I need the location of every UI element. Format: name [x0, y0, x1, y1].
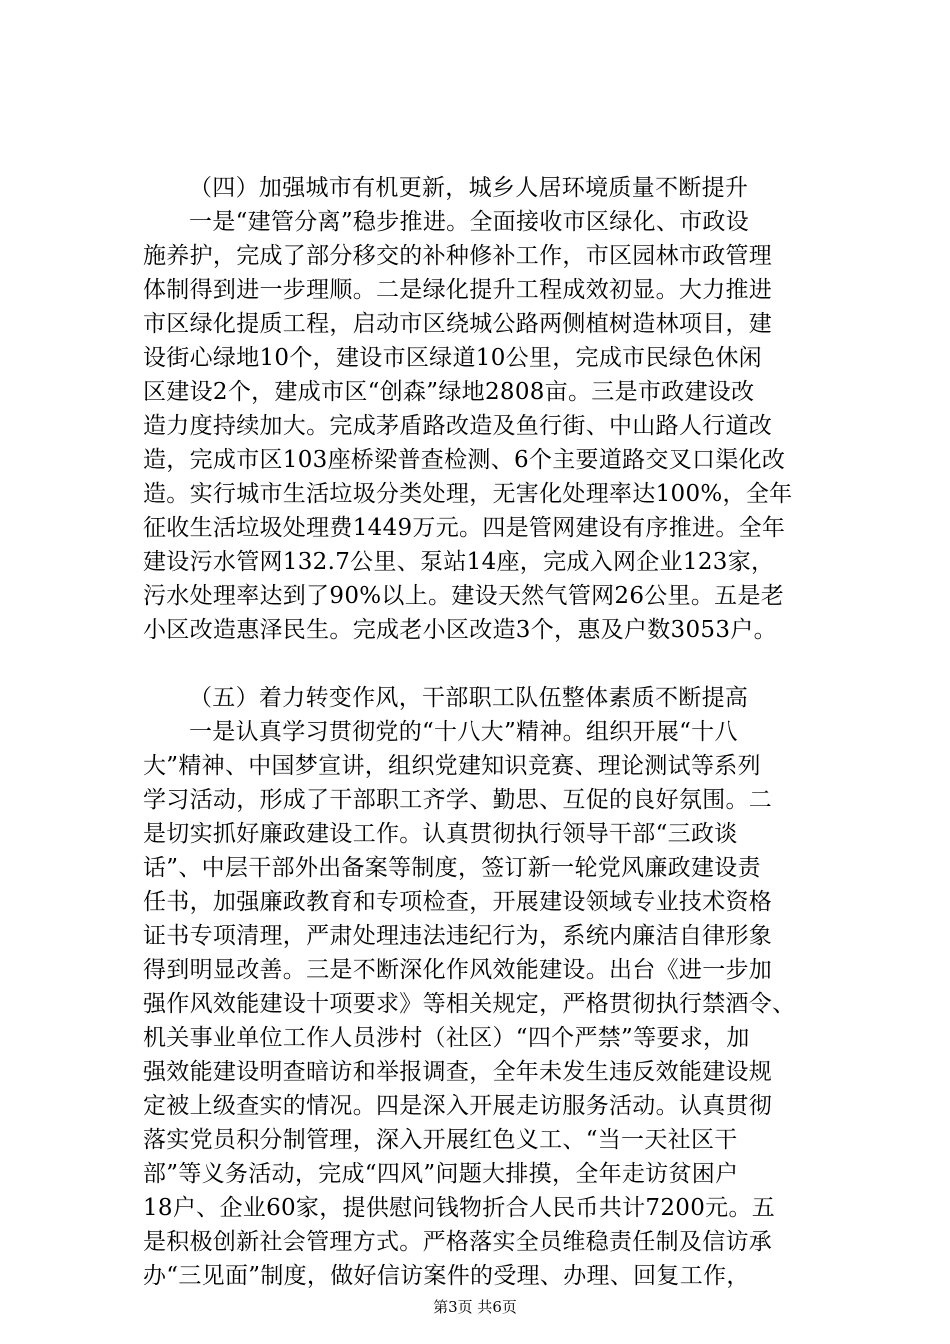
- paragraph-line: 小区改造惠泽民生。完成老小区改造3个，惠及户数3053户。: [143, 617, 777, 643]
- page-footer: 第3页 共6页: [433, 1298, 517, 1316]
- paragraph-line: 污水处理率达到了90%以上。建设天然气管网26公里。五是老: [143, 583, 785, 609]
- paragraph-line: 造，完成市区103座桥梁普查检测、6个主要道路交叉口渠化改: [143, 447, 786, 473]
- paragraph-line: 话”、中层干部外出备案等制度，签订新一轮党风廉政建设责: [143, 855, 761, 881]
- paragraph-line: 大”精神、中国梦宣讲，组织党建知识竞赛、理论测试等系列: [143, 753, 761, 779]
- section-4-heading: （四）加强城市有机更新，城乡人居环境质量不断提升: [189, 175, 749, 201]
- paragraph-line: 一是“建管分离”稳步推进。全面接收市区绿化、市政设: [189, 209, 750, 235]
- paragraph-line: 强作风效能建设十项要求》等相关规定，严格贯彻执行禁酒令、: [143, 991, 796, 1017]
- paragraph-line: 征收生活垃圾处理费1449万元。四是管网建设有序推进。全年: [143, 515, 786, 541]
- paragraph-line: 办“三见面”制度，做好信访案件的受理、办理、回复工作，: [143, 1263, 750, 1289]
- paragraph-line: 建设污水管网132.7公里、泵站14座，完成入网企业123家，: [143, 549, 775, 575]
- paragraph-line: 学习活动，形成了干部职工齐学、勤思、互促的良好氛围。二: [143, 787, 773, 813]
- paragraph-line: 定被上级查实的情况。四是深入开展走访服务活动。认真贯彻: [143, 1093, 773, 1119]
- paragraph-line: 造力度持续加大。完成茅盾路改造及鱼行街、中山路人行道改: [143, 413, 773, 439]
- paragraph-line: 是切实抓好廉政建设工作。认真贯彻执行领导干部“三政谈: [143, 821, 738, 847]
- section-5-heading: （五）着力转变作风，干部职工队伍整体素质不断提高: [189, 685, 749, 711]
- paragraph-line: 市区绿化提质工程，启动市区绕城公路两侧植树造林项目，建: [143, 311, 773, 337]
- paragraph-line: 体制得到进一步理顺。二是绿化提升工程成效初显。大力推进: [143, 277, 773, 303]
- paragraph-line: 设街心绿地10个，建设市区绿道10公里，完成市民绿色休闲: [143, 345, 762, 371]
- paragraph-line: 18户、企业60家，提供慰问钱物折合人民币共计7200元。五: [143, 1195, 776, 1221]
- paragraph-line: 施养护，完成了部分移交的补种修补工作，市区园林市政管理: [143, 243, 773, 269]
- paragraph-line: 一是认真学习贯彻党的“十八大”精神。组织开展“十八: [189, 719, 738, 745]
- paragraph-line: 机关事业单位工作人员涉村（社区）“四个严禁”等要求，加: [143, 1025, 750, 1051]
- paragraph-line: 得到明显改善。三是不断深化作风效能建设。出台《进一步加: [143, 957, 773, 983]
- paragraph-line: 落实党员积分制管理，深入开展红色义工、“当一天社区干: [143, 1127, 738, 1153]
- paragraph-line: 证书专项清理，严肃处理违法违纪行为，系统内廉洁自律形象: [143, 923, 773, 949]
- paragraph-line: 强效能建设明查暗访和举报调查，全年未发生违反效能建设规: [143, 1059, 773, 1085]
- paragraph-line: 造。实行城市生活垃圾分类处理，无害化处理率达100%，全年: [143, 481, 793, 507]
- paragraph-line: 任书，加强廉政教育和专项检查，开展建设领域专业技术资格: [143, 889, 773, 915]
- paragraph-line: 区建设2个，建成市区“创森”绿地2808亩。三是市政建设改: [143, 379, 755, 405]
- paragraph-line: 是积极创新社会管理方式。严格落实全员维稳责任制及信访承: [143, 1229, 773, 1255]
- paragraph-line: 部”等义务活动，完成“四风”问题大排摸，全年走访贫困户: [143, 1161, 739, 1187]
